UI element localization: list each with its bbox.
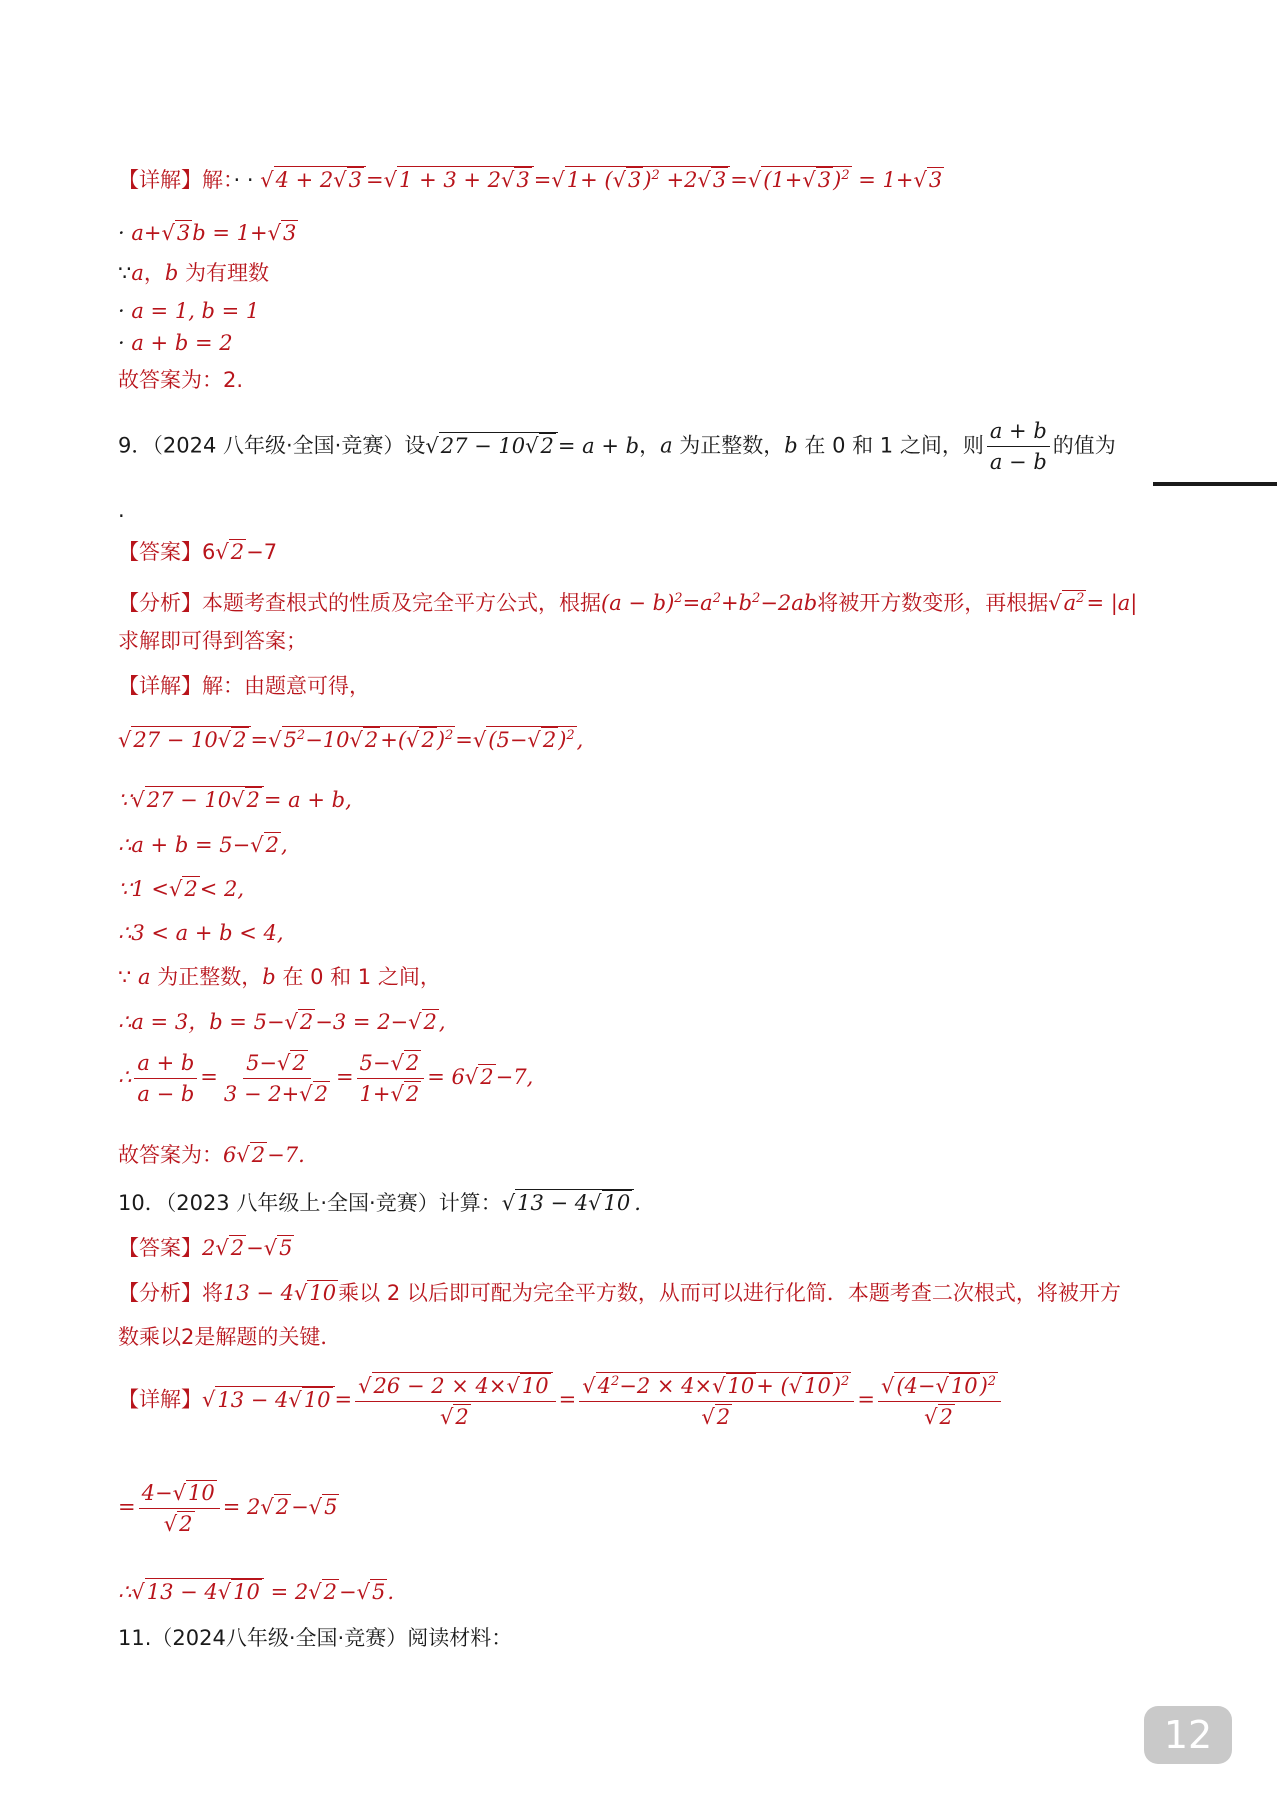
q9-answer: 【答案】6√2−7 bbox=[118, 540, 278, 564]
step-line-b: ∵a，b 为有理数 bbox=[118, 261, 270, 285]
q9-analysis-2: 求解即可得到答案； bbox=[118, 629, 307, 653]
q9-analysis-1: 【分析】本题考查根式的性质及完全平方公式，根据$(a - b)^2=a^2+b^2-2ab$将被开方数变形，再根据$√a^2= |a|$ bbox=[118, 591, 1138, 615]
q9-final: 故答案为：6√2−7. bbox=[118, 1143, 305, 1167]
q9-blank-dot: . bbox=[118, 498, 125, 522]
q9-step-6: ∵ a 为正整数，b 在 0 和 1 之间， bbox=[118, 965, 441, 989]
q9-step-3: ∴a + b = 5−√2, bbox=[118, 833, 288, 857]
page-number-badge: 12 bbox=[1144, 1706, 1232, 1764]
q10-detail: 【详解】√13 − 4√10 = $\frac{√26 - 2 \times 4\times√10}{√2}$ = $\frac{√4^2-2 \times 4\times√10+ (√10)^2}{√2}$ = $\frac{√(4-√10)^2}{√2}$ bbox=[118, 1372, 1004, 1430]
step-line-a: · a+√3b = 1+√3 bbox=[118, 221, 297, 245]
answer-line-prev: 故答案为：2. bbox=[118, 368, 244, 392]
answer-blank-rule bbox=[1153, 482, 1277, 486]
q10-step-2: = $\frac{4-√10}{√2}$ = 2√2−√5 bbox=[118, 1481, 338, 1536]
question-11: 11.（2024八年级·全国·竞赛）阅读材料： bbox=[118, 1626, 513, 1650]
q9-step-4: ∵1 <√2< 2, bbox=[118, 877, 245, 901]
question-9: 9．（2024 八年级·全国·竞赛）设√27 − 10√2 = a + b，a 为正整数，b 在 0 和 1 之间，则 $\frac{a + b}{a - b}$ 的值为 bbox=[118, 419, 1116, 474]
q9-step-1: $√27 - 10√2 =√5^2-10√2+(√2)^2=√(5-√2)^2$, bbox=[118, 728, 584, 752]
q9-step-2: ∵√27 − 10√2 = a + b, bbox=[118, 788, 352, 812]
question-10: 10．（2023 八年级上·全国·竞赛）计算：√13 − 4√10 . bbox=[118, 1191, 641, 1215]
q9-step-7: ∴a = 3，b = 5−√2−3 = 2−√2, bbox=[118, 1010, 446, 1034]
step-line-c: · a = 1, b = 1 bbox=[118, 299, 260, 323]
step-line-d: · a + b = 2 bbox=[118, 331, 233, 355]
detail-line-1: 【详解】解：· · $√4 + 2√3 =√1 + 3 + 2√3 =√1+ (√3)^2 +2√3 =√(1+√3)^2 = 1+√3$ bbox=[118, 168, 943, 192]
radical-expr-1: $√4 + 2√3 =√1 + 3 + 2√3 =√1+ (√3)^2 +2√3 =√(1+√3)^2 = 1+√3$ bbox=[260, 168, 943, 192]
q9-step-5: ∴3 < a + b < 4, bbox=[118, 921, 284, 945]
q10-answer: 【答案】2√2−√5 bbox=[118, 1236, 293, 1260]
q10-analysis-1: 【分析】将13 − 4√10乘以 2 以后即可配为完全平方数，从而可以进行化简．本题考查二次根式，将被开方 bbox=[118, 1281, 1121, 1305]
q9-step-8: ∴ $\frac{a + b}{a - b}$ = $\frac{5-√2}{3 - 2+√2}$ = $\frac{5-√2}{1+√2}$ = 6√2−7, bbox=[118, 1051, 534, 1106]
q10-analysis-2: 数乘以2是解题的关键． bbox=[118, 1325, 342, 1349]
q10-conclusion: ∴√13 − 4√10 = 2√2−√5. bbox=[118, 1580, 395, 1604]
q9-detail: 【详解】解：由题意可得， bbox=[118, 674, 370, 698]
